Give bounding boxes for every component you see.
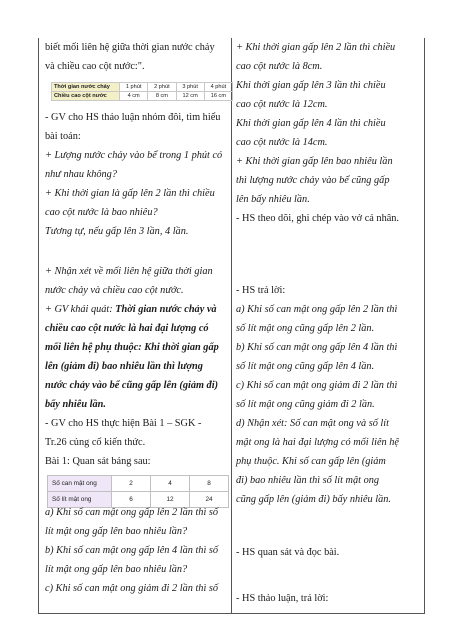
text-line: cao cột nước là bao nhiêu? <box>45 207 158 218</box>
bold-text: lên (giảm đi) bao nhiêu lần thì lượng <box>45 361 203 372</box>
text-line: thì lượng nước chảy vào bể cũng gấp <box>236 175 390 186</box>
bold-text: chiều cao cột nước là hai đại lượng có <box>45 323 209 334</box>
text-line: Khi thời gian gấp lên 4 lần thì chiều <box>236 118 386 129</box>
text-line: c) Khi số can mật ong giảm đi 2 lần thì <box>236 380 398 391</box>
text-line: Tr.26 củng cố kiến thức. <box>45 437 146 448</box>
table-row <box>52 83 233 92</box>
water-table <box>51 82 233 101</box>
text-line: số lít mật ong cũng gấp lên 2 lần. <box>236 323 375 334</box>
bold-text: nước chảy vào bể cũng gấp lên (giảm đi) <box>45 380 218 391</box>
text-line: a) Khi số can mật ong gấp lên 2 lần thì số <box>45 507 219 518</box>
generalization-block <box>45 262 227 471</box>
text-line: + Khi thời gian là gấp lên 2 lần thì chiều <box>45 188 215 199</box>
exercise-questions <box>45 503 227 598</box>
table-cell: 12 cm <box>176 92 204 101</box>
table-cell: Chiều cao cột nước <box>52 92 120 101</box>
table-cell: 4 phút <box>204 83 232 92</box>
answers-honey <box>236 281 422 509</box>
table-cell: 8 cm <box>148 92 176 101</box>
text-line: d) Nhận xét: Số can mật ong và số lít <box>236 418 390 429</box>
table-cell: 24 <box>190 492 229 508</box>
table-cell: 16 cm <box>204 92 232 101</box>
text-line: cao cột nước là 12cm. <box>236 99 328 110</box>
text-line: a) Khi số can mật ong gấp lên 2 lần thì <box>236 304 398 315</box>
bold-text: Thời gian nước chảy và <box>115 304 217 315</box>
text-line: + Nhận xét về mối liên hệ giữa thời gian <box>45 266 213 277</box>
text-line: + Khi thời gian gấp lên bao nhiêu lần <box>236 156 393 167</box>
text-line: - HS quan sát và đọc bài. <box>236 547 340 558</box>
text-line: phụ thuộc. Khi số can gấp lên (giảm <box>236 456 386 467</box>
text-line: Tương tự, nếu gấp lên 3 lần, 4 lần. <box>45 226 189 237</box>
text-line: lên bấy nhiêu lần. <box>236 194 310 205</box>
text-line: đi) bao nhiêu lần thì số lít mật ong <box>236 475 380 486</box>
text-line: cũng gấp lên (giảm đi) bấy nhiêu lần. <box>236 494 391 505</box>
table-cell: Số lít mật ong <box>48 492 112 508</box>
table-row <box>48 476 229 492</box>
text-line: biết mối liên hệ giữa thời gian nước chảy <box>45 42 215 53</box>
table-cell: 4 <box>151 476 190 492</box>
text-line: - HS thảo luận, trả lời: <box>236 593 329 604</box>
text-line: bài toán: <box>45 131 81 142</box>
text-line: Bài 1: Quan sát bảng sau: <box>45 456 151 467</box>
table-cell: 3 phút <box>176 83 204 92</box>
text-line: c) Khi số can mật ong giảm đi 2 lần thì số <box>45 583 219 594</box>
text-line: như nhau không? <box>45 169 117 180</box>
text-line: nước chảy và chiều cao cột nước. <box>45 285 184 296</box>
column-divider <box>231 38 232 613</box>
text-span: + GV khái quát: <box>45 304 116 315</box>
text-line: - GV cho HS thảo luận nhóm đôi, tìm hiểu <box>45 112 221 123</box>
text-line: cao cột nước là 14cm. <box>236 137 328 148</box>
table-cell: 2 <box>112 476 151 492</box>
table-cell: 2 phút <box>148 83 176 92</box>
table-cell: 8 <box>190 476 229 492</box>
text-line: - GV cho HS thực hiện Bài 1 – SGK - <box>45 418 202 429</box>
text-line: số lít mật ong cũng gấp lên 4 lần. <box>236 361 375 372</box>
text-line: và chiều cao cột nước:". <box>45 61 145 72</box>
discuss-note <box>236 589 422 608</box>
table-cell: Số can mật ong <box>48 476 112 492</box>
text-line: mật ong là hai đại lượng có mối liên hệ <box>236 437 399 448</box>
text-line: Khi thời gian gấp lên 3 lần thì chiều <box>236 80 386 91</box>
intro-text <box>45 38 227 76</box>
discussion-block <box>45 108 227 241</box>
table-cell: 6 <box>112 492 151 508</box>
text-line: lít mật ong gấp lên bao nhiêu lần? <box>45 526 188 537</box>
bold-text: bấy nhiêu lần. <box>45 399 106 410</box>
table-cell: 1 phút <box>120 83 148 92</box>
table-cell: 4 cm <box>120 92 148 101</box>
text-line: số lít mật ong cũng giảm đi 2 lần. <box>236 399 375 410</box>
text-line: - HS theo dõi, ghi chép vào vở cá nhân. <box>236 213 400 224</box>
text-line: cao cột nước là 8cm. <box>236 61 323 72</box>
table-row <box>52 92 233 101</box>
bold-text: mối liên hệ phụ thuộc: Khi thời gian gấp <box>45 342 219 353</box>
text-line: b) Khi số can mật ong gấp lên 4 lần thì số <box>45 545 219 556</box>
answers-water <box>236 38 422 228</box>
table-cell: Thời gian nước chảy <box>52 83 120 92</box>
text-line: b) Khi số can mật ong gấp lên 4 lần thì <box>236 342 398 353</box>
text-line: + Lượng nước chảy vào bể trong 1 phút có <box>45 150 223 161</box>
text-line: + Khi thời gian gấp lên 2 lần thì chiều <box>236 42 396 53</box>
observe-note <box>236 543 422 562</box>
table-cell: 12 <box>151 492 190 508</box>
lesson-table <box>38 38 425 614</box>
text-line: - HS trả lời: <box>236 285 286 296</box>
text-line: lít mật ong gấp lên bao nhiêu lần? <box>45 564 188 575</box>
